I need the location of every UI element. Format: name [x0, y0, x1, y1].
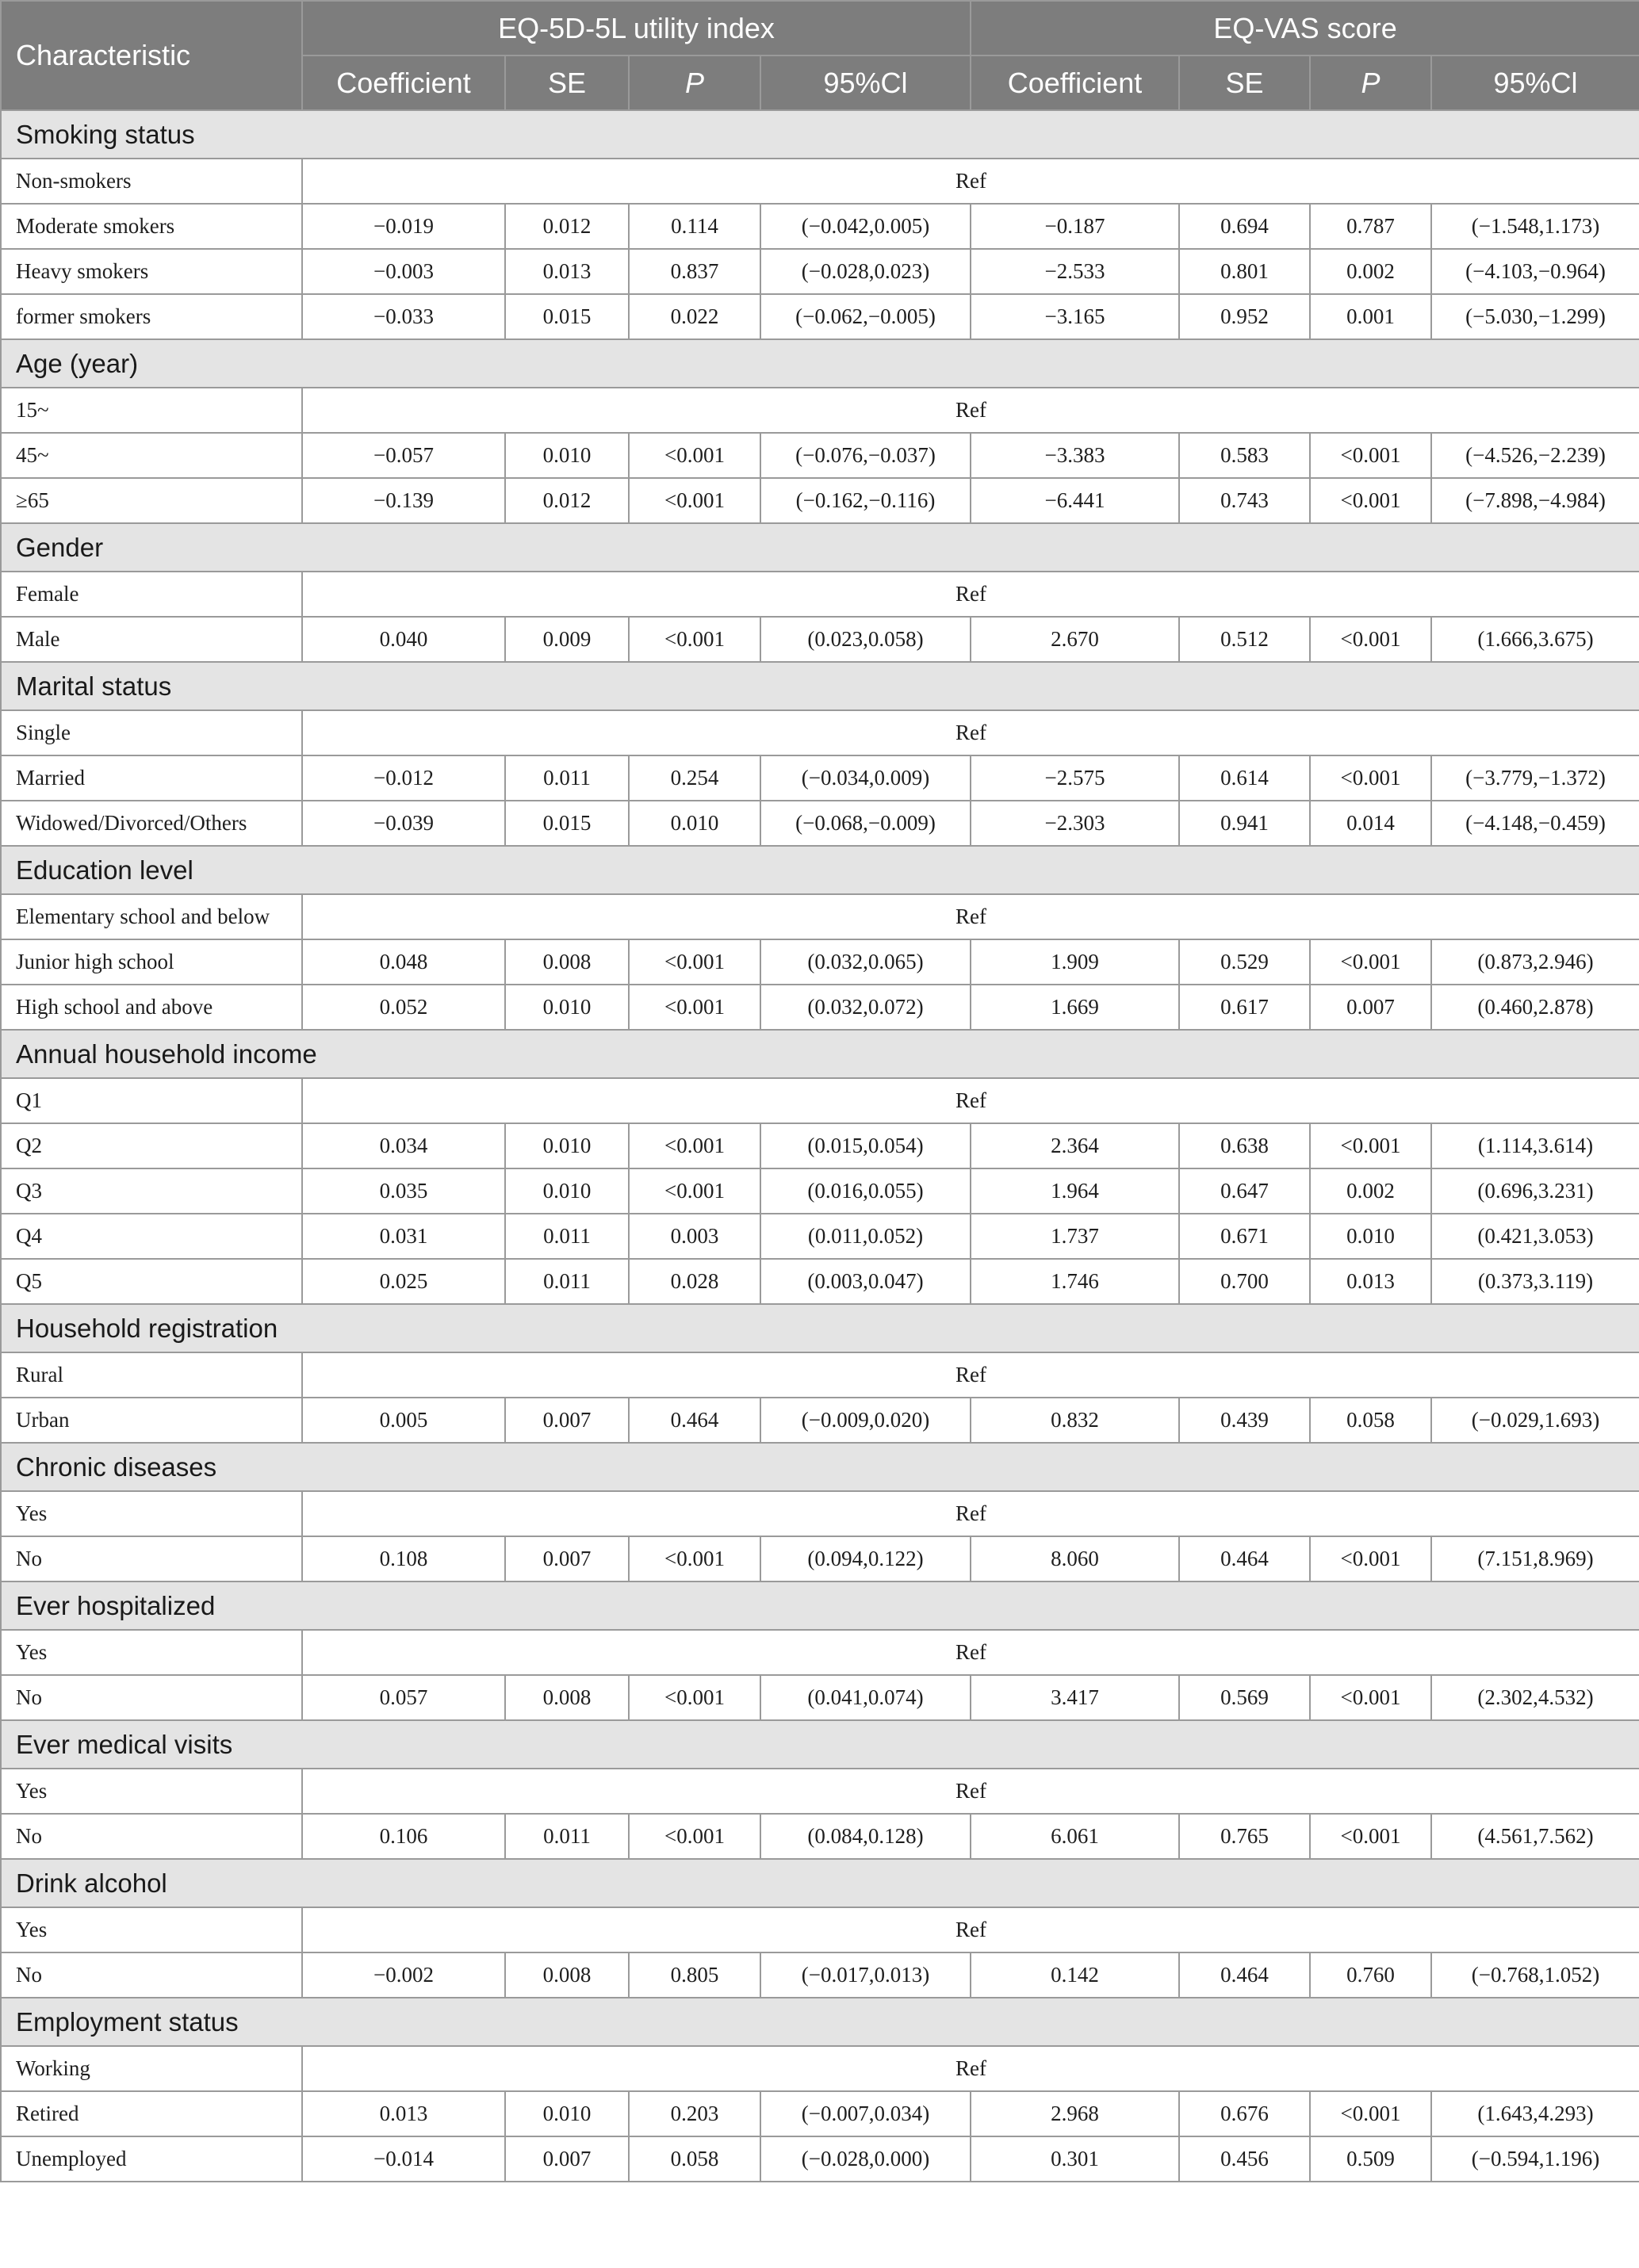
table-cell: 0.057 [302, 1675, 505, 1720]
table-cell: (−0.009,0.020) [760, 1398, 971, 1443]
row-label: ≥65 [1, 478, 302, 523]
table-cell: 0.010 [505, 1123, 629, 1168]
table-cell: 1.909 [971, 939, 1179, 985]
row-label: Rural [1, 1352, 302, 1398]
table-row [1, 939, 1639, 985]
table-cell: (1.114,3.614) [1431, 1123, 1639, 1168]
header-row-groups [1, 1, 1639, 55]
table-cell: 6.061 [971, 1814, 1179, 1859]
table-row [1, 1952, 1639, 1998]
ref-cell: Ref [302, 1769, 1639, 1814]
table-cell: 0.456 [1179, 2136, 1310, 2182]
table-cell: 0.832 [971, 1398, 1179, 1443]
table-row [1, 1814, 1639, 1859]
row-label: Yes [1, 1907, 302, 1952]
header-col-se: SE [1179, 55, 1310, 110]
table-cell: 0.787 [1310, 204, 1431, 249]
table-cell: (1.666,3.675) [1431, 617, 1639, 662]
table-row [1, 617, 1639, 662]
table-row [1, 1214, 1639, 1259]
reference-row [1, 1630, 1639, 1675]
table-cell: 0.760 [1310, 1952, 1431, 1998]
table-cell: 0.012 [505, 478, 629, 523]
table-cell: <0.001 [1310, 433, 1431, 478]
table-cell: 0.647 [1179, 1168, 1310, 1214]
table-cell: 0.028 [629, 1259, 760, 1304]
ref-cell: Ref [302, 1630, 1639, 1675]
table-cell: <0.001 [629, 985, 760, 1030]
table-cell: 0.010 [1310, 1214, 1431, 1259]
table-cell: 0.058 [629, 2136, 760, 2182]
reference-row [1, 2046, 1639, 2091]
table-cell: 0.203 [629, 2091, 760, 2136]
table-cell: (2.302,4.532) [1431, 1675, 1639, 1720]
header-col-se: SE [505, 55, 629, 110]
table-cell: 0.040 [302, 617, 505, 662]
table-cell: (−0.594,1.196) [1431, 2136, 1639, 2182]
table-cell: 0.002 [1310, 249, 1431, 294]
section-header-row [1, 1720, 1639, 1769]
row-label: Yes [1, 1769, 302, 1814]
reference-row [1, 1907, 1639, 1952]
table-cell: 0.010 [505, 1168, 629, 1214]
table-cell: 0.011 [505, 755, 629, 801]
section-title: Education level [1, 846, 1639, 894]
table-cell: (−0.062,−0.005) [760, 294, 971, 339]
table-cell: 0.031 [302, 1214, 505, 1259]
table-cell: 0.013 [1310, 1259, 1431, 1304]
table-cell: <0.001 [1310, 1536, 1431, 1581]
ref-cell: Ref [302, 572, 1639, 617]
table-cell: 0.254 [629, 755, 760, 801]
table-cell: <0.001 [1310, 755, 1431, 801]
table-cell: 0.108 [302, 1536, 505, 1581]
table-cell: <0.001 [1310, 939, 1431, 985]
table-cell: (−0.029,1.693) [1431, 1398, 1639, 1443]
table-cell: 0.012 [505, 204, 629, 249]
table-cell: 0.035 [302, 1168, 505, 1214]
table-cell: 0.013 [302, 2091, 505, 2136]
table-cell: 0.005 [302, 1398, 505, 1443]
table-cell: 0.011 [505, 1214, 629, 1259]
table-cell: 0.011 [505, 1259, 629, 1304]
table-row [1, 1398, 1639, 1443]
table-cell: (0.084,0.128) [760, 1814, 971, 1859]
table-cell: (−0.042,0.005) [760, 204, 971, 249]
table-cell: 2.364 [971, 1123, 1179, 1168]
header-col-p: P [1310, 55, 1431, 110]
section-title: Gender [1, 523, 1639, 572]
table-cell: (−5.030,−1.299) [1431, 294, 1639, 339]
reference-row [1, 1769, 1639, 1814]
row-label: No [1, 1536, 302, 1581]
table-cell: 0.014 [1310, 801, 1431, 846]
table-body [1, 110, 1639, 2182]
ref-cell: Ref [302, 2046, 1639, 2091]
row-label: Q5 [1, 1259, 302, 1304]
ref-cell: Ref [302, 1907, 1639, 1952]
row-label: Q4 [1, 1214, 302, 1259]
section-title: Employment status [1, 1998, 1639, 2046]
table-cell: −2.533 [971, 249, 1179, 294]
table-cell: 0.008 [505, 1952, 629, 1998]
table-cell: (−0.007,0.034) [760, 2091, 971, 2136]
table-cell: 0.013 [505, 249, 629, 294]
section-header-row [1, 1998, 1639, 2046]
table-row [1, 1675, 1639, 1720]
table-cell: 2.670 [971, 617, 1179, 662]
table-cell: 0.614 [1179, 755, 1310, 801]
row-label: Heavy smokers [1, 249, 302, 294]
table-cell: −6.441 [971, 478, 1179, 523]
table-cell: 0.015 [505, 801, 629, 846]
row-label: Elementary school and below [1, 894, 302, 939]
table-cell: 1.737 [971, 1214, 1179, 1259]
table-row [1, 204, 1639, 249]
table-cell: 0.671 [1179, 1214, 1310, 1259]
table-cell: <0.001 [629, 433, 760, 478]
reference-row [1, 1352, 1639, 1398]
table-cell: −0.039 [302, 801, 505, 846]
table-cell: 0.007 [505, 2136, 629, 2182]
table-cell: <0.001 [1310, 617, 1431, 662]
table-cell: (0.696,3.231) [1431, 1168, 1639, 1214]
table-cell: −0.139 [302, 478, 505, 523]
table-cell: (0.460,2.878) [1431, 985, 1639, 1030]
ref-cell: Ref [302, 894, 1639, 939]
row-label: Moderate smokers [1, 204, 302, 249]
table-cell: (0.032,0.065) [760, 939, 971, 985]
table-cell: −0.187 [971, 204, 1179, 249]
table-cell: 0.002 [1310, 1168, 1431, 1214]
table-cell: <0.001 [629, 1168, 760, 1214]
ref-cell: Ref [302, 388, 1639, 433]
table-cell: (0.373,3.119) [1431, 1259, 1639, 1304]
section-header-row [1, 1443, 1639, 1491]
reference-row [1, 1078, 1639, 1123]
table-row [1, 249, 1639, 294]
header-col-coefficient: Coefficient [971, 55, 1179, 110]
table-header [1, 1, 1639, 110]
table-cell: 0.941 [1179, 801, 1310, 846]
table-cell: 0.011 [505, 1814, 629, 1859]
header-col-ci: 95%Cl [1431, 55, 1639, 110]
table-cell: −0.003 [302, 249, 505, 294]
table-cell: 0.805 [629, 1952, 760, 1998]
table-cell: 0.952 [1179, 294, 1310, 339]
table-row [1, 2091, 1639, 2136]
table-cell: −0.019 [302, 204, 505, 249]
table-cell: 0.010 [505, 433, 629, 478]
table-cell: (0.003,0.047) [760, 1259, 971, 1304]
table-cell: −0.014 [302, 2136, 505, 2182]
row-label: 15~ [1, 388, 302, 433]
table-cell: 0.007 [505, 1398, 629, 1443]
table-cell: <0.001 [1310, 2091, 1431, 2136]
table-cell: 0.058 [1310, 1398, 1431, 1443]
table-cell: 8.060 [971, 1536, 1179, 1581]
table-cell: 0.569 [1179, 1675, 1310, 1720]
table-cell: (0.094,0.122) [760, 1536, 971, 1581]
table-cell: 0.617 [1179, 985, 1310, 1030]
row-label: Single [1, 710, 302, 755]
table-cell: (0.421,3.053) [1431, 1214, 1639, 1259]
section-header-row [1, 339, 1639, 388]
header-col-ci: 95%Cl [760, 55, 971, 110]
table-cell: 0.743 [1179, 478, 1310, 523]
table-cell: 0.583 [1179, 433, 1310, 478]
reference-row [1, 710, 1639, 755]
table-cell: 0.464 [629, 1398, 760, 1443]
table-cell: <0.001 [629, 1675, 760, 1720]
table-cell: (0.873,2.946) [1431, 939, 1639, 985]
table-cell: 0.801 [1179, 249, 1310, 294]
section-title: Smoking status [1, 110, 1639, 159]
table-cell: (0.015,0.054) [760, 1123, 971, 1168]
row-label: Junior high school [1, 939, 302, 985]
table-cell: 0.638 [1179, 1123, 1310, 1168]
table-row [1, 478, 1639, 523]
row-label: Yes [1, 1491, 302, 1536]
table-cell: 0.008 [505, 1675, 629, 1720]
ref-cell: Ref [302, 1352, 1639, 1398]
ref-cell: Ref [302, 710, 1639, 755]
reference-row [1, 159, 1639, 204]
row-label: Urban [1, 1398, 302, 1443]
table-cell: (−0.028,0.000) [760, 2136, 971, 2182]
table-cell: (0.023,0.058) [760, 617, 971, 662]
table-cell: (−7.898,−4.984) [1431, 478, 1639, 523]
reference-row [1, 572, 1639, 617]
section-header-row [1, 662, 1639, 710]
table-row [1, 1536, 1639, 1581]
table-cell: (4.561,7.562) [1431, 1814, 1639, 1859]
table-cell: 0.010 [505, 2091, 629, 2136]
section-title: Drink alcohol [1, 1859, 1639, 1907]
table-cell: 0.007 [1310, 985, 1431, 1030]
section-header-row [1, 1859, 1639, 1907]
table-cell: 0.529 [1179, 939, 1310, 985]
table-cell: (−4.526,−2.239) [1431, 433, 1639, 478]
table-cell: 0.694 [1179, 204, 1310, 249]
table-cell: (−0.034,0.009) [760, 755, 971, 801]
table-cell: 1.964 [971, 1168, 1179, 1214]
table-cell: (7.151,8.969) [1431, 1536, 1639, 1581]
section-title: Annual household income [1, 1030, 1639, 1078]
row-label: Female [1, 572, 302, 617]
ref-cell: Ref [302, 1078, 1639, 1123]
table-cell: <0.001 [1310, 1814, 1431, 1859]
table-cell: 0.106 [302, 1814, 505, 1859]
header-characteristic: Characteristic [1, 1, 302, 110]
table-cell: −3.383 [971, 433, 1179, 478]
table-cell: <0.001 [629, 939, 760, 985]
table-cell: 0.676 [1179, 2091, 1310, 2136]
table-cell: (−0.017,0.013) [760, 1952, 971, 1998]
table-cell: 0.015 [505, 294, 629, 339]
table-cell: 0.464 [1179, 1952, 1310, 1998]
row-label: Q2 [1, 1123, 302, 1168]
table-cell: (−4.148,−0.459) [1431, 801, 1639, 846]
table-cell: 0.008 [505, 939, 629, 985]
table-cell: (−0.068,−0.009) [760, 801, 971, 846]
table-row [1, 1259, 1639, 1304]
row-label: former smokers [1, 294, 302, 339]
table-row [1, 1123, 1639, 1168]
table-cell: (−4.103,−0.964) [1431, 249, 1639, 294]
section-header-row [1, 110, 1639, 159]
table-cell: 0.439 [1179, 1398, 1310, 1443]
table-cell: (−0.076,−0.037) [760, 433, 971, 478]
table-cell: 0.010 [629, 801, 760, 846]
table-cell: 0.700 [1179, 1259, 1310, 1304]
section-title: Age (year) [1, 339, 1639, 388]
table-cell: <0.001 [629, 478, 760, 523]
table-cell: 0.010 [505, 985, 629, 1030]
table-cell: (−0.162,−0.116) [760, 478, 971, 523]
table-cell: 0.464 [1179, 1536, 1310, 1581]
section-title: Household registration [1, 1304, 1639, 1352]
section-title: Chronic diseases [1, 1443, 1639, 1491]
row-label: Retired [1, 2091, 302, 2136]
row-label: High school and above [1, 985, 302, 1030]
table-cell: (−0.028,0.023) [760, 249, 971, 294]
table-row [1, 1168, 1639, 1214]
table-cell: <0.001 [629, 1123, 760, 1168]
reference-row [1, 1491, 1639, 1536]
reference-row [1, 388, 1639, 433]
table-cell: 0.025 [302, 1259, 505, 1304]
table-cell: 2.968 [971, 2091, 1179, 2136]
header-col-coefficient: Coefficient [302, 55, 505, 110]
table-cell: (0.032,0.072) [760, 985, 971, 1030]
table-cell: 1.746 [971, 1259, 1179, 1304]
row-label: Married [1, 755, 302, 801]
table-cell: (1.643,4.293) [1431, 2091, 1639, 2136]
table-cell: <0.001 [629, 617, 760, 662]
row-label: Yes [1, 1630, 302, 1675]
table-cell: 0.009 [505, 617, 629, 662]
row-label: Widowed/Divorced/Others [1, 801, 302, 846]
table-cell: <0.001 [629, 1536, 760, 1581]
row-label: Non-smokers [1, 159, 302, 204]
table-cell: 0.003 [629, 1214, 760, 1259]
section-title: Marital status [1, 662, 1639, 710]
section-title: Ever hospitalized [1, 1581, 1639, 1630]
table-cell: 3.417 [971, 1675, 1179, 1720]
table-cell: 0.048 [302, 939, 505, 985]
ref-cell: Ref [302, 159, 1639, 204]
row-label: Q3 [1, 1168, 302, 1214]
ref-cell: Ref [302, 1491, 1639, 1536]
table-cell: 0.301 [971, 2136, 1179, 2182]
header-group-eqvas: EQ-VAS score [971, 1, 1639, 55]
table-cell: 0.034 [302, 1123, 505, 1168]
row-label: Q1 [1, 1078, 302, 1123]
table-cell: (0.041,0.074) [760, 1675, 971, 1720]
table-cell: (0.016,0.055) [760, 1168, 971, 1214]
table-cell: −0.033 [302, 294, 505, 339]
table-cell: 0.052 [302, 985, 505, 1030]
table-cell: 0.114 [629, 204, 760, 249]
table-cell: 0.765 [1179, 1814, 1310, 1859]
table-cell: (−3.779,−1.372) [1431, 755, 1639, 801]
table-cell: (−1.548,1.173) [1431, 204, 1639, 249]
table-cell: −2.575 [971, 755, 1179, 801]
row-label: 45~ [1, 433, 302, 478]
table-cell: −0.057 [302, 433, 505, 478]
section-header-row [1, 1581, 1639, 1630]
table-cell: −3.165 [971, 294, 1179, 339]
table-cell: (−0.768,1.052) [1431, 1952, 1639, 1998]
table-cell: −0.012 [302, 755, 505, 801]
table-cell: (0.011,0.052) [760, 1214, 971, 1259]
table-cell: 0.142 [971, 1952, 1179, 1998]
table-cell: <0.001 [1310, 478, 1431, 523]
row-label: Male [1, 617, 302, 662]
table-row [1, 801, 1639, 846]
table-cell: 0.007 [505, 1536, 629, 1581]
table-cell: −2.303 [971, 801, 1179, 846]
table-cell: −0.002 [302, 1952, 505, 1998]
section-header-row [1, 846, 1639, 894]
table-row [1, 755, 1639, 801]
row-label: No [1, 1814, 302, 1859]
table-row [1, 985, 1639, 1030]
section-header-row [1, 1304, 1639, 1352]
section-header-row [1, 1030, 1639, 1078]
table-cell: <0.001 [1310, 1675, 1431, 1720]
table-row [1, 294, 1639, 339]
table-row [1, 433, 1639, 478]
section-title: Ever medical visits [1, 1720, 1639, 1769]
header-col-p: P [629, 55, 760, 110]
row-label: No [1, 1675, 302, 1720]
table-cell: <0.001 [629, 1814, 760, 1859]
table-cell: 0.837 [629, 249, 760, 294]
table-cell: 0.509 [1310, 2136, 1431, 2182]
table-row [1, 2136, 1639, 2182]
table-cell: 0.512 [1179, 617, 1310, 662]
row-label: Working [1, 2046, 302, 2091]
row-label: Unemployed [1, 2136, 302, 2182]
table-cell: <0.001 [1310, 1123, 1431, 1168]
header-group-eq5d: EQ-5D-5L utility index [302, 1, 971, 55]
table-cell: 0.022 [629, 294, 760, 339]
section-header-row [1, 523, 1639, 572]
table-cell: 1.669 [971, 985, 1179, 1030]
row-label: No [1, 1952, 302, 1998]
reference-row [1, 894, 1639, 939]
table-cell: 0.001 [1310, 294, 1431, 339]
